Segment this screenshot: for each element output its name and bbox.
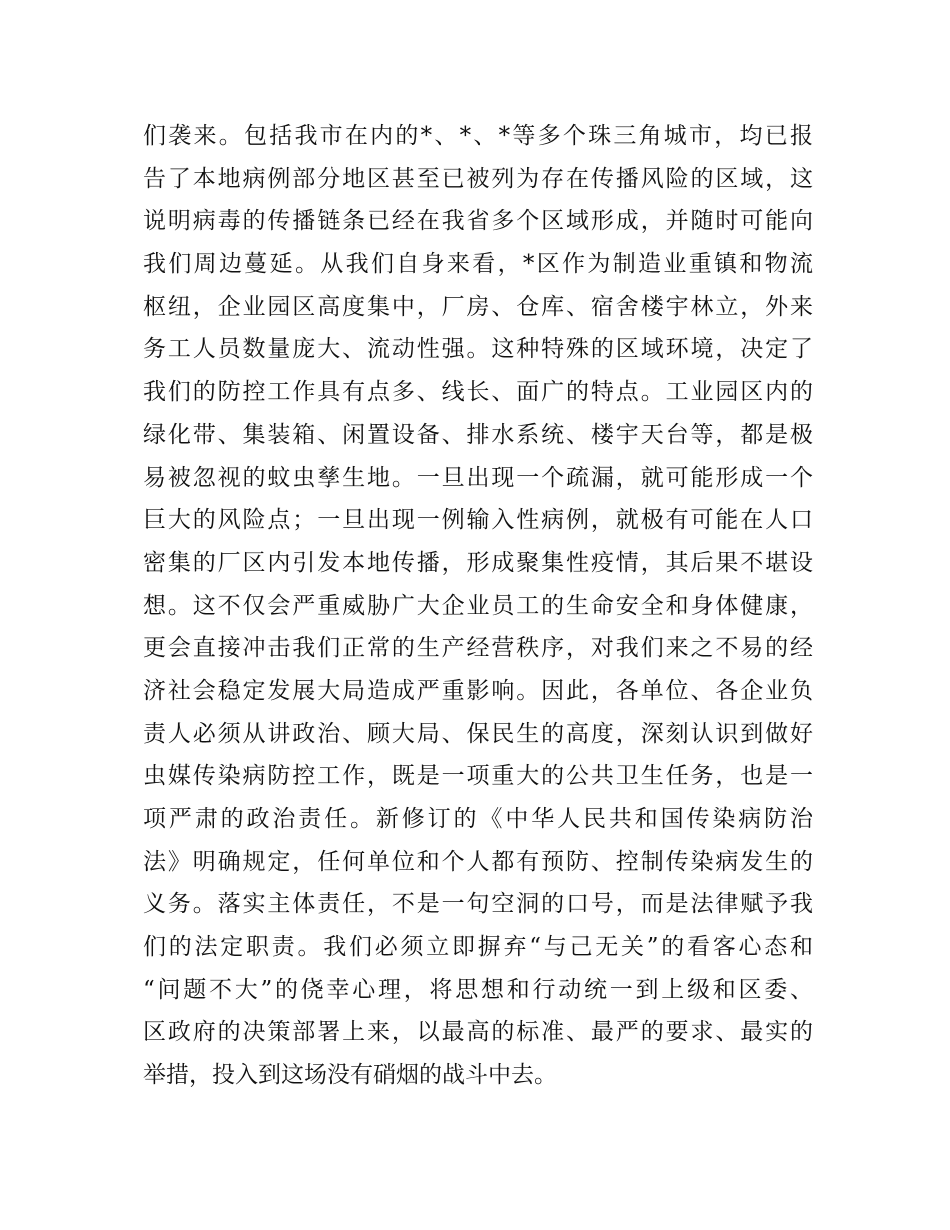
text-line: 区政府的决策部署上来，以最高的标准、最严的要求、最实的 [143,1019,813,1046]
text-line: 们的法定职责。我们必须立即摒弃“与己无关”的看客心态和 [143,934,813,961]
text-line: 我们周边蔓延。从我们自身来看，*区作为制造业重镇和物流 [143,251,813,278]
text-line: 告了本地病例部分地区甚至已被列为存在传播风险的区域，这 [143,165,813,192]
text-line: 法》明确规定，任何单位和个人都有预防、控制传染病发生的 [143,848,813,875]
text-line: 说明病毒的传播链条已经在我省多个区域形成，并随时可能向 [143,208,813,235]
text-line: 我们的防控工作具有点多、线长、面广的特点。工业园区内的 [143,379,813,406]
text-line: 巨大的风险点；一旦出现一例输入性病例，就极有可能在人口 [143,507,813,534]
text-line: 济社会稳定发展大局造成严重影响。因此，各单位、各企业负 [143,677,813,704]
text-line: 们袭来。包括我市在内的*、*、*等多个珠三角城市，均已报 [143,123,813,149]
text-line: 责人必须从讲政治、顾大局、保民生的高度，深刻认识到做好 [143,720,813,747]
body-paragraph [143,115,813,1097]
text-line: 更会直接冲击我们正常的生产经营秩序，对我们来之不易的经 [143,635,813,662]
text-line: 举措，投入到这场没有硝烟的战斗中去。 [143,1062,557,1089]
text-line: “问题不大”的侥幸心理，将思想和行动统一到上级和区委、 [143,976,813,1003]
text-line: 密集的厂区内引发本地传播，形成聚集性疫情，其后果不堪设 [143,549,813,576]
text-line: 义务。落实主体责任，不是一句空洞的口号，而是法律赋予我 [143,891,813,918]
text-line: 虫媒传染病防控工作，既是一项重大的公共卫生任务，也是一 [143,763,813,790]
text-line: 枢纽，企业园区高度集中，厂房、仓库、宿舍楼宇林立，外来 [143,293,813,320]
text-line: 项严肃的政治责任。新修订的《中华人民共和国传染病防治 [143,806,813,832]
text-line: 想。这不仅会严重威胁广大企业员工的生命安全和身体健康， [143,592,813,619]
text-line: 务工人员数量庞大、流动性强。这种特殊的区域环境，决定了 [143,336,813,363]
text-line: 绿化带、集装箱、闲置设备、排水系统、楼宇天台等，都是极 [143,421,813,448]
text-line: 易被忽视的蚊虫孳生地。一旦出现一个疏漏，就可能形成一个 [143,464,813,491]
